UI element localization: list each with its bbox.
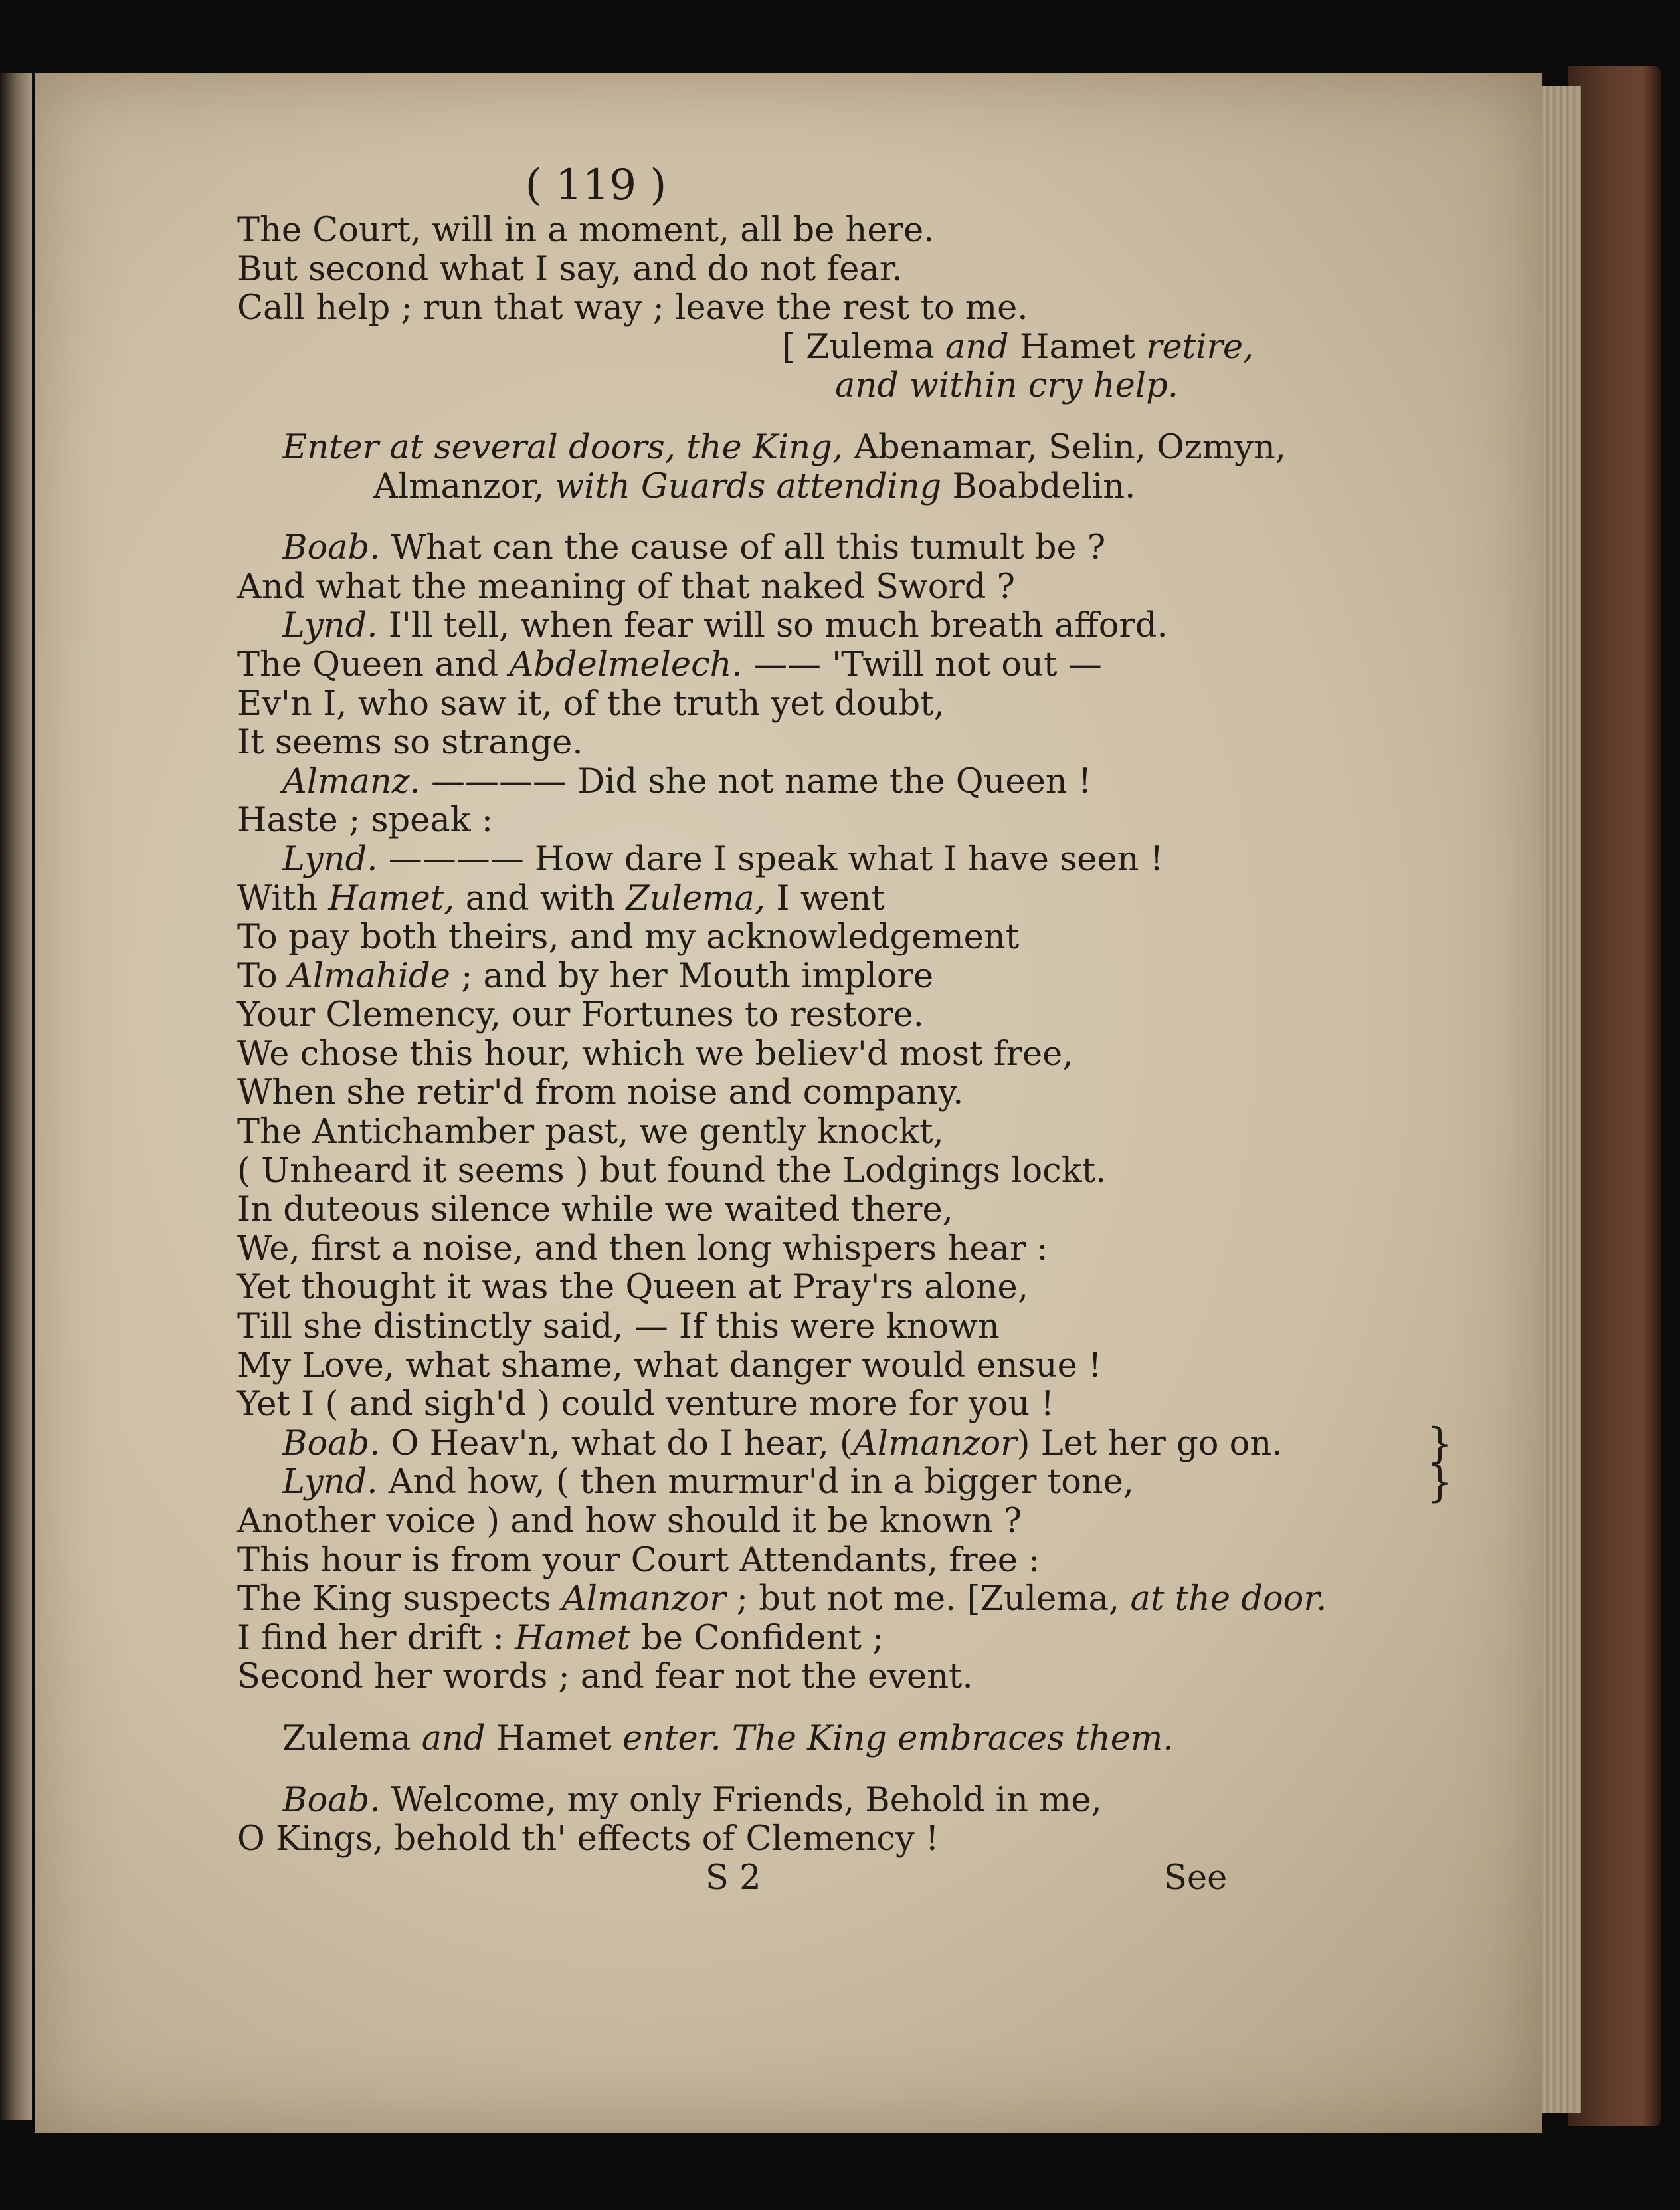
roman-text: My Love, what shame, what danger would ensue ! xyxy=(237,1346,1102,1385)
roman-text: Till she distinctly said, — If this were known xyxy=(237,1307,1000,1347)
signature-mark: S 2 xyxy=(705,1858,761,1898)
roman-text: [ Zulema xyxy=(782,327,945,367)
roman-text: O Kings, behold th' effects of Clemency ! xyxy=(237,1819,939,1859)
roman-text: We, first a noise, and then long whispers hear : xyxy=(237,1229,1048,1268)
text-line xyxy=(237,880,1234,919)
roman-text: Almanzor, xyxy=(373,466,555,506)
text-line xyxy=(237,367,1234,406)
text-line xyxy=(237,529,1234,568)
roman-text: ; and by her Mouth implore xyxy=(450,956,934,996)
roman-text: To pay both theirs, and my acknowledgement xyxy=(237,918,1020,957)
roman-text: To xyxy=(237,956,288,996)
text-line xyxy=(237,1230,1234,1269)
line-gap xyxy=(237,406,1234,429)
roman-text: Hamet xyxy=(1008,327,1147,367)
text-line xyxy=(237,996,1234,1035)
text-line xyxy=(237,211,1234,251)
roman-text: ) Let her go on. xyxy=(1016,1423,1283,1463)
text-line xyxy=(237,801,1234,841)
italic-text: and within cry help. xyxy=(835,366,1178,406)
italic-text: with Guards attending xyxy=(555,466,953,506)
text-line xyxy=(237,1658,1234,1697)
text-line xyxy=(237,468,1234,507)
roman-text: O Heav'n, what do I hear, ( xyxy=(380,1423,853,1463)
text-line xyxy=(237,1579,1327,1619)
catchword: See xyxy=(1164,1858,1228,1898)
text-line xyxy=(237,1385,1234,1425)
line-gap xyxy=(237,506,1234,529)
brace-mark: } xyxy=(1426,1458,1453,1508)
text-line xyxy=(237,1074,1234,1113)
text-line xyxy=(237,957,1234,997)
roman-text: Another voice ) and how should it be known ? xyxy=(237,1502,1022,1541)
line-gap xyxy=(237,1759,1234,1781)
page-text xyxy=(237,159,1453,1898)
text-line xyxy=(237,724,1234,763)
italic-text: Hamet, xyxy=(328,878,455,918)
roman-text: Haste ; speak : xyxy=(237,801,494,841)
italic-text: Almanz. xyxy=(282,761,420,801)
text-line xyxy=(237,251,1234,290)
italic-text: Almanzor xyxy=(561,1579,726,1619)
roman-text: be Confident ; xyxy=(630,1618,884,1658)
text-line xyxy=(237,327,1254,367)
italic-text: Enter at several doors, the King, xyxy=(282,427,854,467)
text-line xyxy=(237,1347,1234,1386)
text-line xyxy=(237,1781,1234,1821)
italic-text: Boab. xyxy=(282,1423,381,1463)
roman-text: Yet I ( and sigh'd ) could venture more for you ! xyxy=(237,1385,1054,1425)
roman-text: With xyxy=(237,878,329,918)
text-line xyxy=(237,289,1234,328)
book-cover-edge xyxy=(1568,66,1661,2126)
text-line xyxy=(237,1268,1234,1308)
roman-text: ———— Did she not name the Queen ! xyxy=(420,761,1092,801)
italic-text: Almanzor xyxy=(852,1423,1017,1463)
italic-text: at the door. xyxy=(1130,1579,1327,1619)
text-line xyxy=(237,646,1234,685)
italic-text: Lynd. xyxy=(282,1462,378,1502)
text-line xyxy=(237,607,1234,646)
text-line xyxy=(237,1542,1234,1581)
roman-text: Boabdelin. xyxy=(952,466,1136,506)
roman-text: ———— How dare I speak what I have seen ! xyxy=(377,839,1164,879)
italic-text: Almahide xyxy=(288,956,450,996)
italic-text: Zulema, xyxy=(626,878,766,918)
footer-row xyxy=(237,1859,1234,1898)
text-line xyxy=(237,763,1234,802)
italic-text: and xyxy=(421,1718,486,1758)
text-line xyxy=(237,918,1234,957)
roman-text: Call help ; run that way ; leave the rest to me. xyxy=(237,288,1028,328)
italic-text: enter. The King embraces them. xyxy=(622,1718,1174,1758)
verse-lines xyxy=(237,211,1453,1859)
italic-text: Abdelmelech. xyxy=(509,645,743,684)
roman-text: Ev'n I, who saw it, of the truth yet doubt, xyxy=(237,684,945,724)
roman-text: Yet thought it was the Queen at Pray'rs alone, xyxy=(237,1268,1028,1308)
text-line xyxy=(237,1502,1234,1542)
text-line xyxy=(237,685,1234,724)
text-line xyxy=(237,1419,1453,1468)
roman-text: I find her drift : xyxy=(237,1618,515,1658)
roman-text: In duteous silence while we waited there, xyxy=(237,1190,953,1230)
text-line xyxy=(237,1820,1234,1859)
text-line xyxy=(237,427,1287,468)
text-line xyxy=(237,1035,1234,1074)
roman-text: Your Clemency, our Fortunes to restore. xyxy=(237,995,924,1035)
brace-mark: } xyxy=(1426,1419,1453,1468)
italic-text: Hamet xyxy=(515,1618,630,1658)
italic-text: Boab. xyxy=(282,528,381,568)
text-line xyxy=(237,841,1234,880)
page-number: ( 119 ) xyxy=(525,161,667,210)
roman-text: Zulema xyxy=(282,1718,422,1758)
roman-text: When she retir'd from noise and company. xyxy=(237,1073,964,1113)
roman-text: It seems so strange. xyxy=(237,723,583,763)
roman-text: And what the meaning of that naked Sword ? xyxy=(237,567,1016,607)
roman-text: Welcome, my only Friends, Behold in me, xyxy=(380,1780,1102,1820)
roman-text: This hour is from your Court Attendants, free : xyxy=(237,1540,1040,1580)
italic-text: Boab. xyxy=(282,1780,381,1820)
roman-text: But second what I say, and do not fear. xyxy=(237,249,903,289)
italic-text: Lynd. xyxy=(282,839,378,879)
roman-text: We chose this hour, which we believ'd most free, xyxy=(237,1034,1073,1074)
text-line xyxy=(237,1152,1234,1191)
roman-text: The King suspects xyxy=(237,1579,562,1619)
italic-text: and xyxy=(945,327,1009,367)
roman-text: Abenamar, Selin, Ozmyn, xyxy=(854,427,1287,467)
line-gap xyxy=(237,1697,1234,1720)
text-line xyxy=(237,1308,1234,1347)
roman-text: And how, ( then murmur'd in a bigger tone, xyxy=(377,1462,1135,1502)
text-line xyxy=(237,1191,1234,1230)
text-line xyxy=(237,1458,1453,1508)
roman-text: ( Unheard it seems ) but found the Lodgings lockt. xyxy=(237,1151,1107,1191)
italic-text: Lynd. xyxy=(282,606,378,646)
text-line xyxy=(237,1113,1234,1152)
roman-text: I went xyxy=(765,878,885,918)
roman-text: Hamet xyxy=(485,1718,623,1758)
text-line xyxy=(237,1720,1234,1759)
italic-text: retire, xyxy=(1146,327,1254,367)
roman-text: The Court, will in a moment, all be here. xyxy=(237,211,935,250)
roman-text: Second her words ; and fear not the event. xyxy=(237,1657,973,1697)
roman-text: What can the cause of all this tumult be ? xyxy=(380,528,1106,568)
roman-text: ; but not me. [Zulema, xyxy=(725,1579,1131,1619)
facing-page-edge xyxy=(0,73,32,2120)
roman-text: I'll tell, when fear will so much breath afford. xyxy=(377,606,1168,646)
text-line xyxy=(237,1619,1234,1658)
roman-text: and with xyxy=(454,878,626,918)
roman-text: —— 'Twill not out — xyxy=(742,645,1102,684)
text-line xyxy=(237,568,1234,607)
roman-text: The Queen and xyxy=(237,645,510,684)
roman-text: The Antichamber past, we gently knockt, xyxy=(237,1112,944,1152)
